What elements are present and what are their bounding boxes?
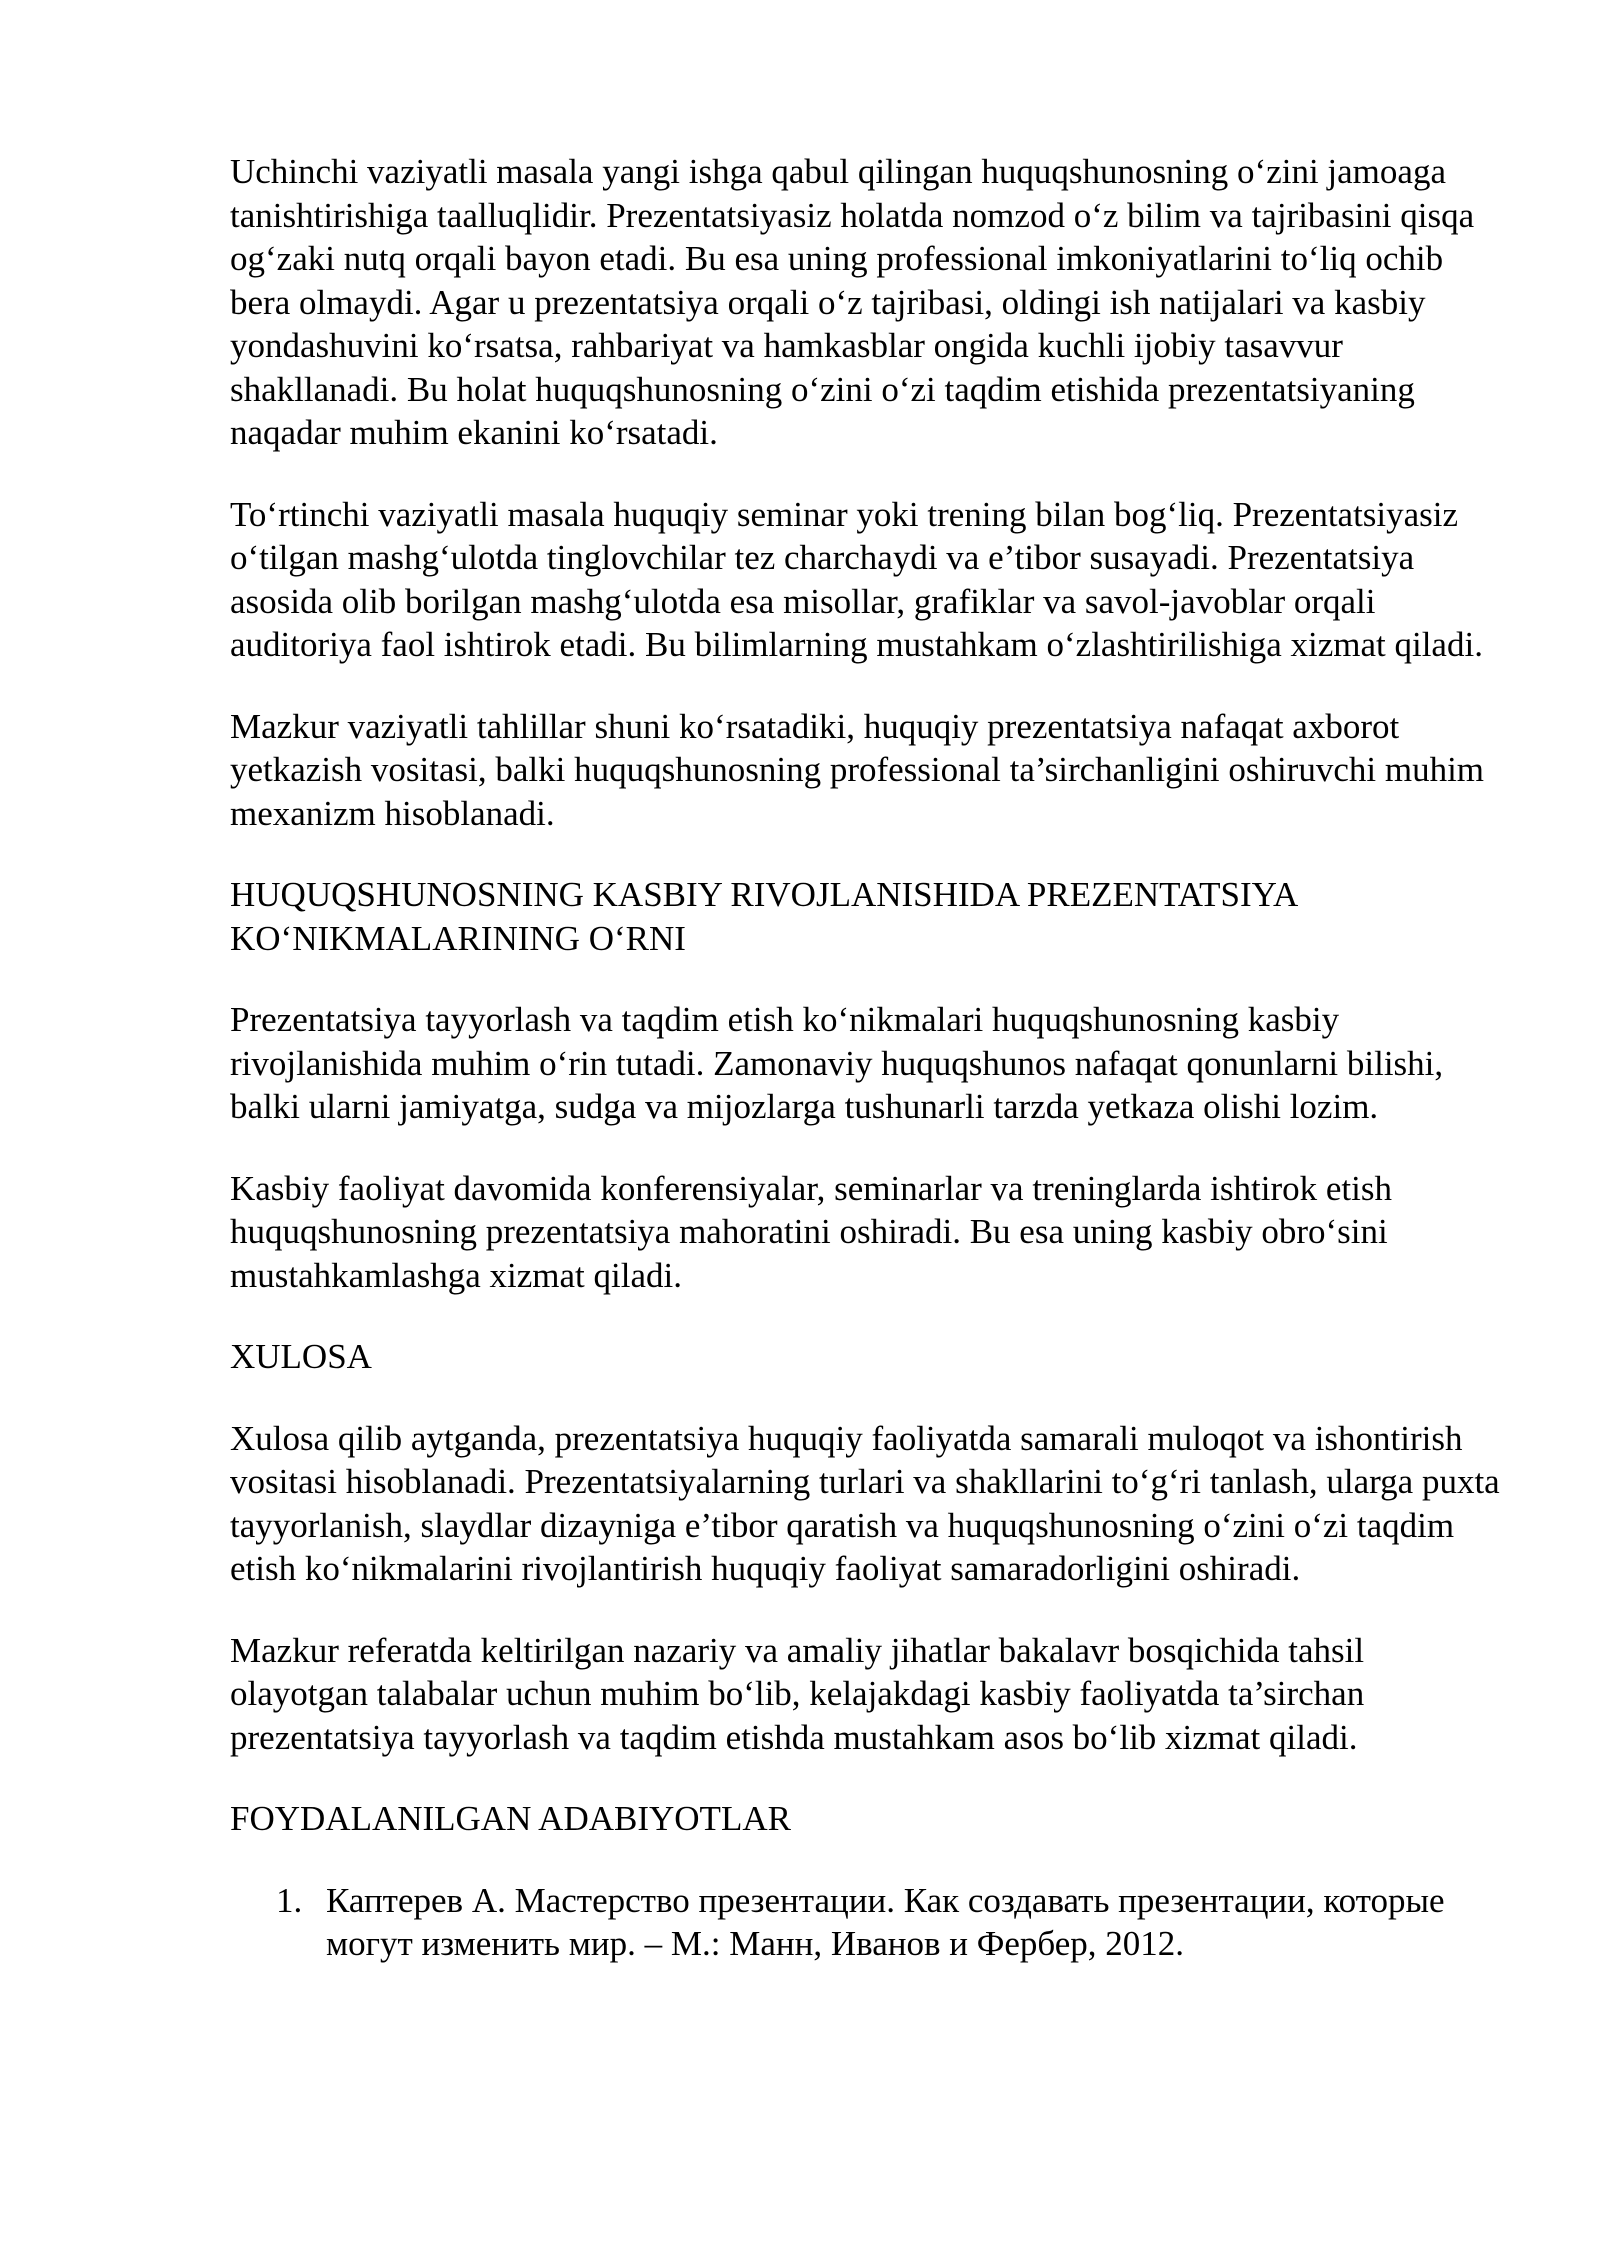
paragraph-professional-activity: Kasbiy faoliyat davomida konferensiyalar, seminarlar va treninglarda ishtirok etish huquqshunosning prezentatsiya mahoratini oshiradi. Bu esa uning kasbiy obro‘sini mustahkamlashga xizmat qiladi.: [230, 1168, 1392, 1295]
heading-conclusion: XULOSA: [230, 1337, 372, 1376]
reference-item: [276, 1879, 1510, 1966]
paragraph-conclusion-significance: Mazkur referatda keltirilgan nazariy va amaliy jihatlar bakalavr bosqichida tahsil olayotgan talabalar uchun muhim bo‘lib, kelajakdagi kasbiy faoliyatda ta’sirchan prezentatsiya tayyorlash va taqdim etishda mustahkam asos bo‘lib xizmat qiladi.: [230, 1630, 1365, 1757]
paragraph-skills-role: Prezentatsiya tayyorlash va taqdim etish ko‘nikmalari huquqshunosning kasbiy rivojlanishida muhim o‘rin tutadi. Zamonaviy huquqshunos nafaqat qonunlarni bilishi, balki ularni jamiyatga, sudga va mijozlarga tushunarli tarzda yetkaza olishi lozim.: [230, 1000, 1444, 1126]
paragraph-third-situation: Uchinchi vaziyatli masala yangi ishga qabul qilingan huquqshunosning o‘zini jamoaga tanishtirishiga taalluqlidir. Prezentatsiyasiz holatda nomzod o‘z bilim va tajribasini qisqa og‘zaki nutq orqali bayon etadi. Bu esa uning professional imkoniyatlarini to‘liq ochib bera olmaydi. Agar u prezentatsiya orqali o‘z tajribasi, oldingi ish natijalari va kasbiy yondashuvini ko‘rsatsa, rahbariyat va hamkasblar ongida kuchli ijobiy tasavvur shakllanadi. Bu holat huquqshunosning o‘zini o‘zi taqdim etishida prezentatsiyaning naqadar muhim ekanini ko‘rsatadi.: [230, 152, 1475, 452]
heading-presentation-skills: HUQUQSHUNOSNING KASBIY RIVOJLANISHIDA PREZENTATSIYA KO‘NIKMALARINING O‘RNI: [230, 875, 1297, 958]
paragraph-fourth-situation: To‘rtinchi vaziyatli masala huquqiy seminar yoki trening bilan bog‘liq. Prezentatsiyasiz o‘tilgan mashg‘ulotda tinglovchilar tez charchaydi va e’tibor susayadi. Prezentatsiya asosida olib borilgan mashg‘ulotda esa misollar, grafiklar va savol-javoblar orqali auditoriya faol ishtirok etadi. Bu bilimlarning mustahkam o‘zlashtirilishiga xizmat qiladi.: [230, 494, 1483, 664]
reference-list: [230, 1879, 1510, 1966]
paragraph-situation-summary: Mazkur vaziyatli tahlillar shuni ko‘rsatadiki, huquqiy prezentatsiya nafaqat axborot yetkazish vositasi, balki huquqshunosning professional ta’sirchanligini oshiruvchi muhim mexanizm hisoblanadi.: [230, 706, 1485, 833]
paragraph-conclusion-main: Xulosa qilib aytganda, prezentatsiya huquqiy faoliyatda samarali muloqot va ishontirish vositasi hisoblanadi. Prezentatsiyalarning turlari va shakllarini to‘g‘ri tanlash, ularga puxta tayyorlanish, slaydlar dizayniga e’tibor qaratish va huquqshunosning o‘zini o‘zi taqdim etish ko‘nikmalarini rivojlantirish huquqiy faoliyat samaradorligini oshiradi.: [230, 1418, 1500, 1588]
reference-number: 1.: [276, 1880, 303, 1920]
heading-references: FOYDALANILGAN ADABIYOTLAR: [230, 1799, 791, 1838]
reference-text: Каптерев А. Мастерство презентации. Как создавать презентации, которые могут изменить мир. – М.: Манн, Иванов и Фербер, 2012.: [326, 1880, 1445, 1963]
document-page: [230, 150, 1510, 1966]
